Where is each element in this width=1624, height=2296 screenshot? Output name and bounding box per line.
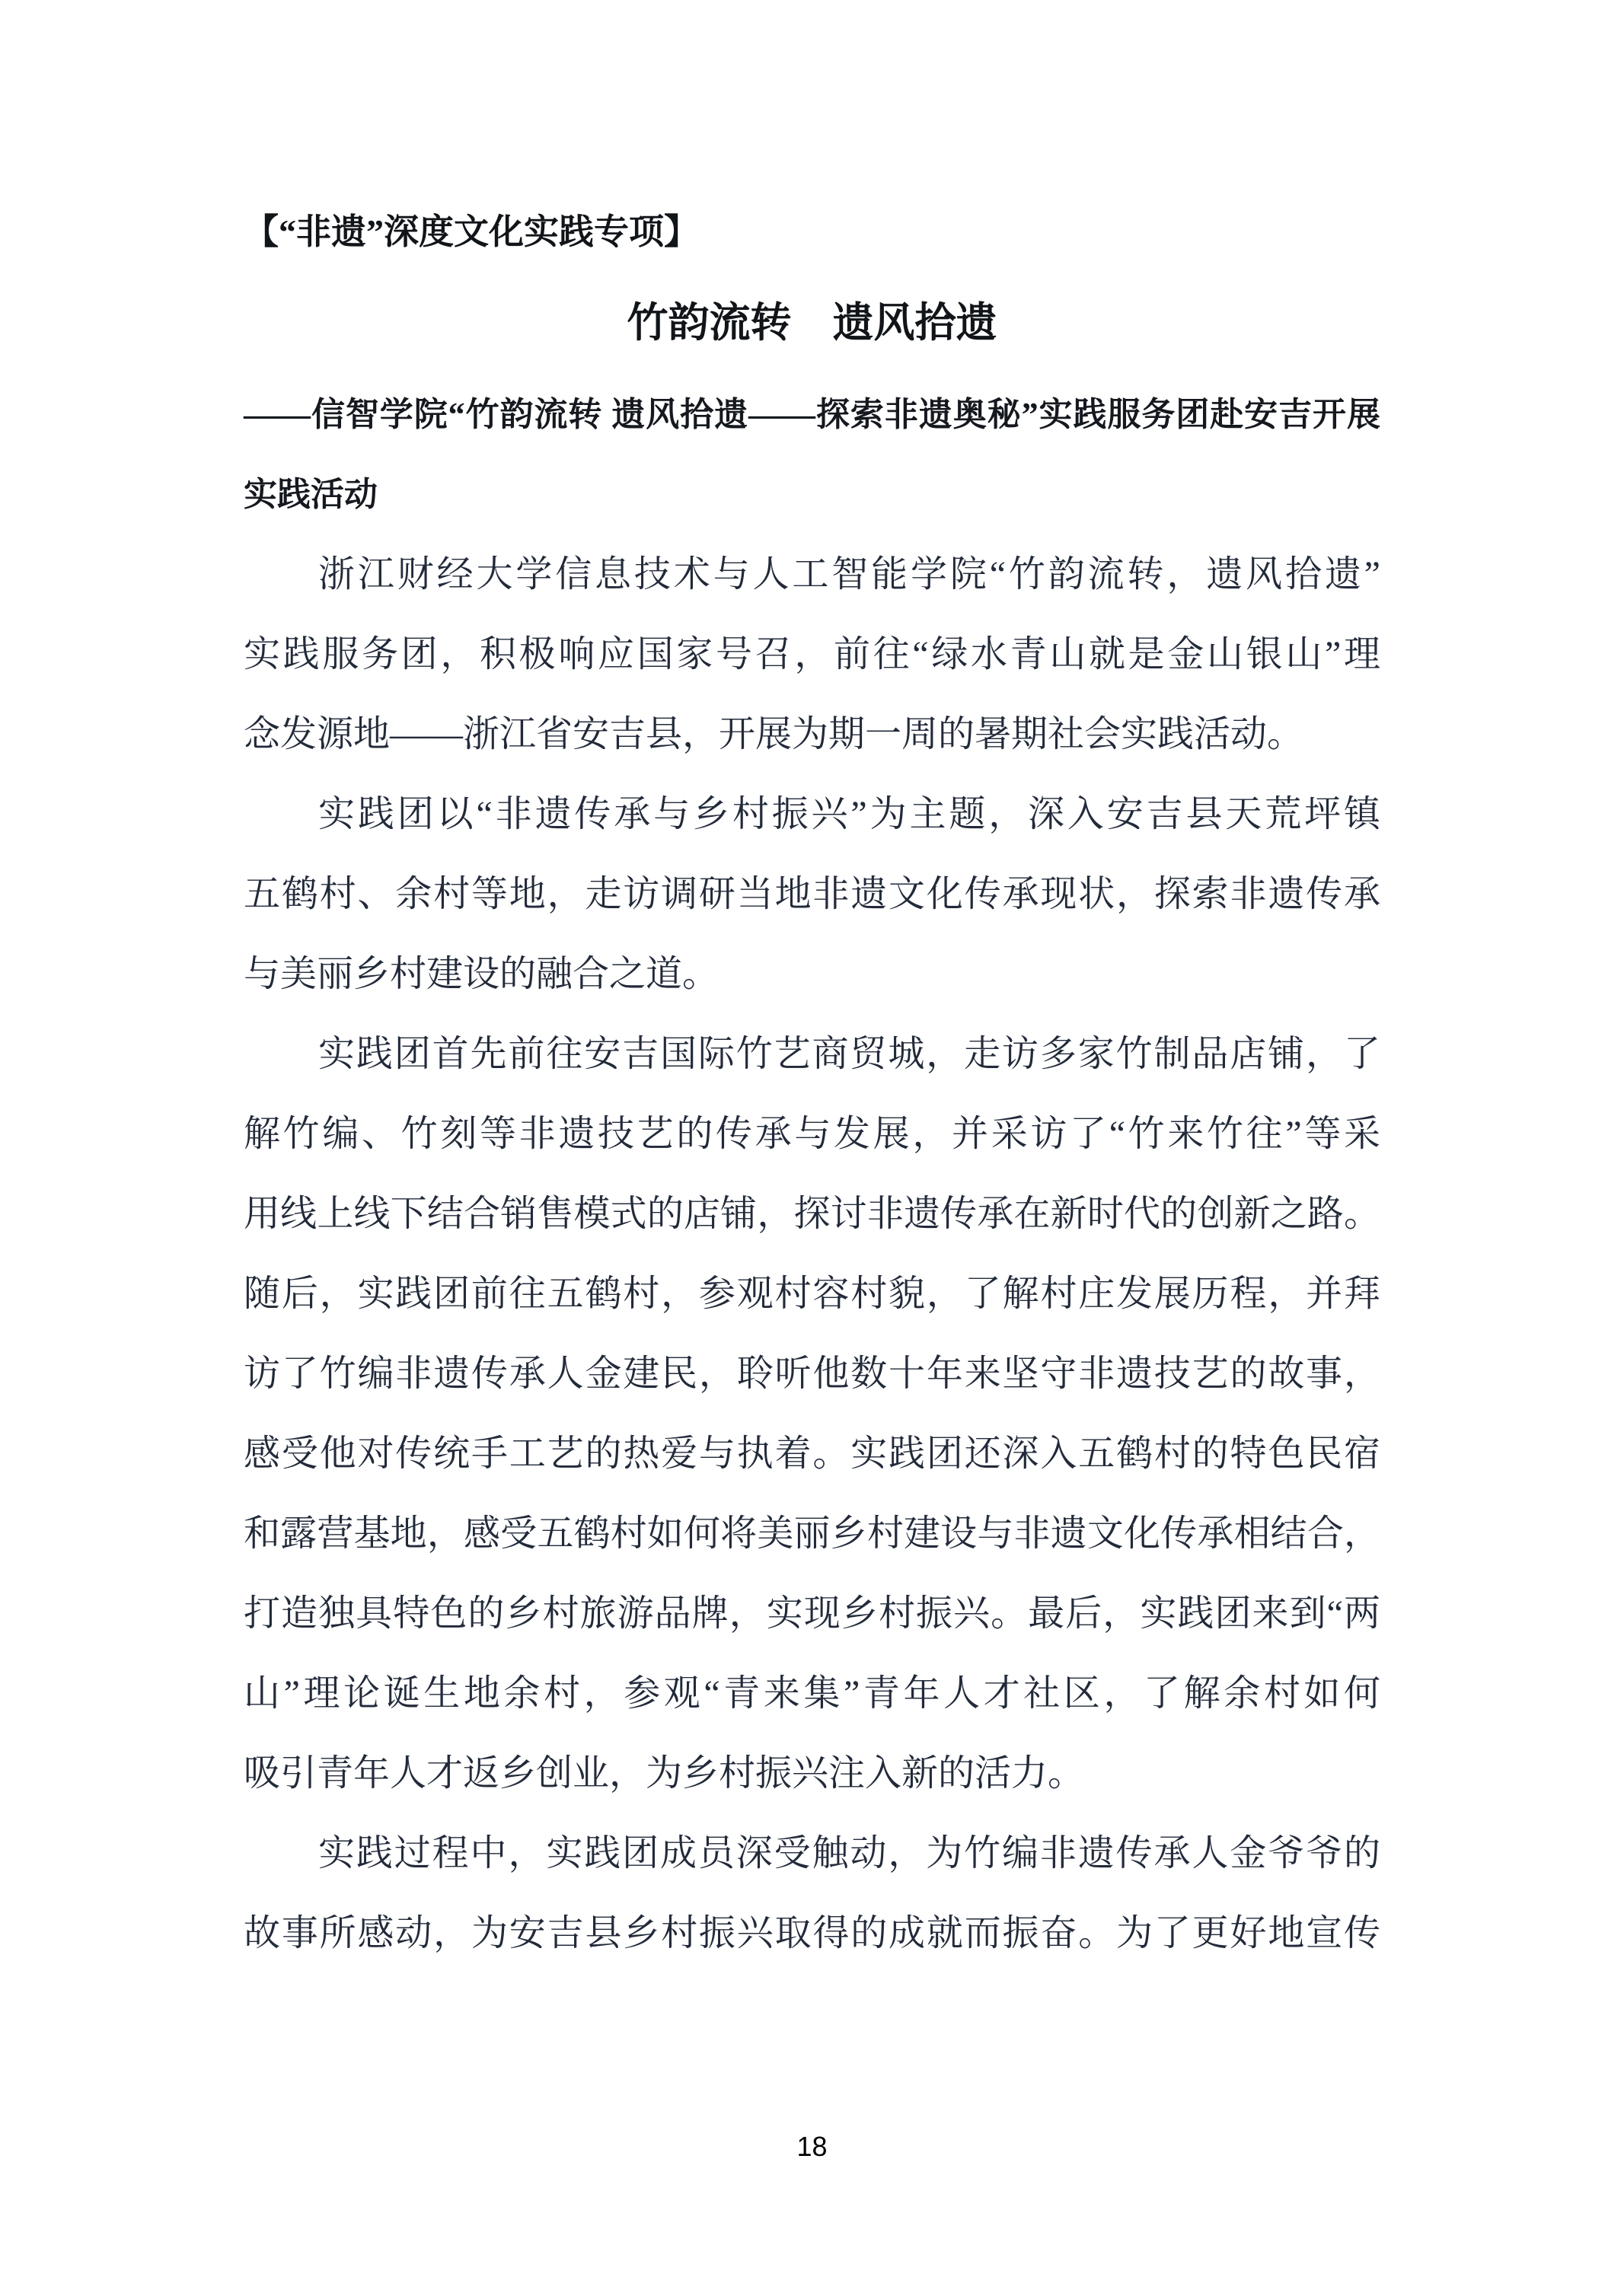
text-line: 实践团以“非遗传承与乡村振兴”为主题，深入安吉县天荒坪镇 <box>318 794 1380 834</box>
text-line: 用线上线下结合销售模式的店铺，探讨非遗传承在新时代的创新之路。 <box>244 1194 1380 1234</box>
text-line: 实践服务团，积极响应国家号召，前往“绿水青山就是金山银山”理 <box>244 634 1380 674</box>
text-line: 浙江财经大学信息技术与人工智能学院“竹韵流转，遗风拾遗” <box>318 554 1380 595</box>
text-line: 实践过程中，实践团成员深受触动，为竹编非遗传承人金爷爷的 <box>318 1833 1380 1873</box>
text-line: 实践团首先前往安吉国际竹艺商贸城，走访多家竹制品店铺，了 <box>318 1034 1380 1074</box>
page-number: 18 <box>796 2131 828 2162</box>
article-subtitle-line-2: 实践活动 <box>244 476 378 513</box>
text-line: 山”理论诞生地余村，参观“青来集”青年人才社区，了解余村如何 <box>244 1673 1380 1714</box>
paragraph-2 <box>244 774 1380 1014</box>
text-line: 与美丽乡村建设的融合之道。 <box>244 954 719 994</box>
text-line: 随后，实践团前往五鹤村，参观村容村貌，了解村庄发展历程，并拜 <box>244 1274 1380 1314</box>
text-line: 和露营基地，感受五鹤村如何将美丽乡村建设与非遗文化传承相结合， <box>244 1513 1380 1554</box>
text-line: 访了竹编非遗传承人金建民，聆听他数十年来坚守非遗技艺的故事， <box>244 1354 1380 1394</box>
article-title: 竹韵流转 遗风拾遗 <box>627 300 997 346</box>
text-line: 打造独具特色的乡村旅游品牌，实现乡村振兴。最后，实践团来到“两 <box>244 1593 1380 1634</box>
paragraph-1 <box>244 534 1380 774</box>
category-tag: 【“非遗”深度文化实践专项】 <box>244 212 699 251</box>
text-line: 解竹编、竹刻等非遗技艺的传承与发展，并采访了“竹来竹往”等采 <box>244 1114 1380 1154</box>
article-subtitle-line-1: ——信智学院“竹韵流转 遗风拾遗——探索非遗奥秘”实践服务团赴安吉开展 <box>244 396 1380 433</box>
text-line: 故事所感动，为安吉县乡村振兴取得的成就而振奋。为了更好地宣传 <box>244 1913 1380 1953</box>
paragraph-3 <box>244 1014 1380 1813</box>
text-line: 念发源地——浙江省安吉县，开展为期一周的暑期社会实践活动。 <box>244 714 1304 754</box>
text-line: 感受他对传统手工艺的热爱与执着。实践团还深入五鹤村的特色民宿 <box>244 1433 1380 1474</box>
text-line: 五鹤村、余村等地，走访调研当地非遗文化传承现状，探索非遗传承 <box>244 874 1380 914</box>
page-footer <box>0 2132 1624 2162</box>
text-line: 吸引青年人才返乡创业，为乡村振兴注入新的活力。 <box>244 1753 1085 1794</box>
paragraph-4 <box>244 1813 1380 1973</box>
document-content <box>244 192 1380 1973</box>
